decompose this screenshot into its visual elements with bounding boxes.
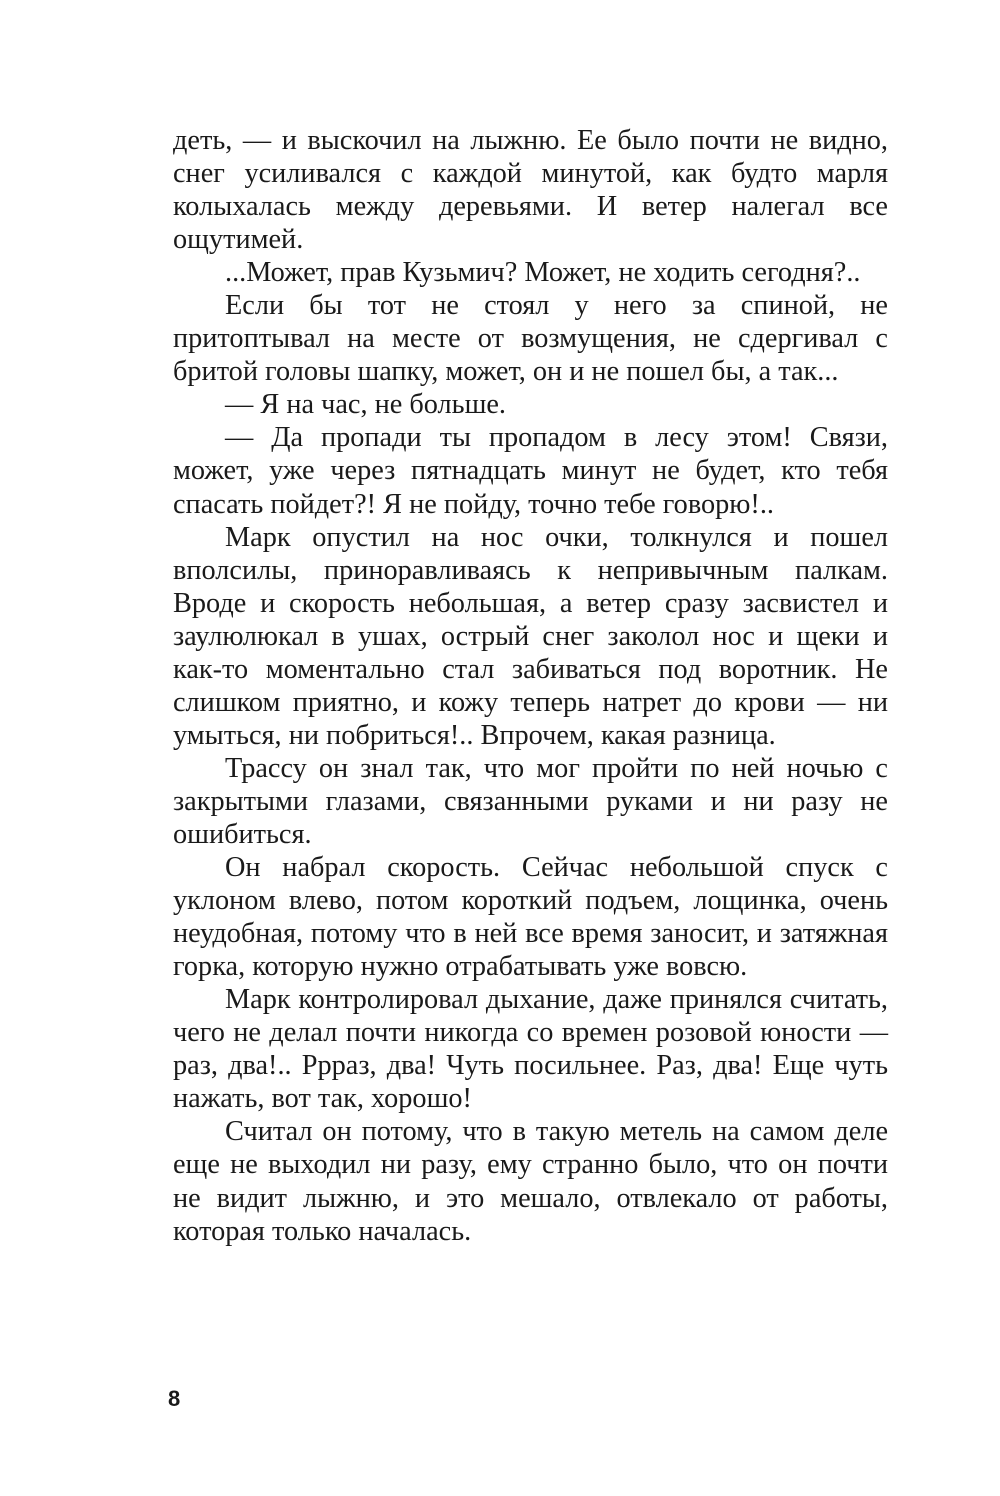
dialogue-line: — Да пропади ты пропадом в лесу этом! Связи, может, уже через пятнадцать минут не будет, кто тебя спасать пойдет?! Я не пойду, точно тебе говорю!.. xyxy=(173,422,888,520)
page-number: 8 xyxy=(168,1386,181,1411)
paragraph: Марк опустил на нос очки, толкнулся и пошел вполсилы, приноравливаясь к непривычным палкам. Вроде и скорость небольшая, а ветер сразу засвистел и заулюлюкал в ушах, острый снег заколол нос и щеки и как-то моментально стал забиваться под воротник. Не слишком приятно, и кожу теперь натрет до крови — ни умыться, ни побриться!.. Впрочем, какая разница. xyxy=(173,521,888,751)
paragraph: ...Может, прав Кузьмич? Может, не ходить сегодня?.. xyxy=(225,257,861,289)
paragraph: Марк контролировал дыхание, даже принялся считать, чего не делал почти никогда со времен розовой юности — раз, два!.. Ррраз, два! Чуть посильнее. Раз, два! Еще чуть нажать, вот так, хорошо! xyxy=(173,984,888,1115)
paragraph: Трассу он знал так, что мог пройти по ней ночью с закрытыми глазами, связанными руками и ни разу не ошибиться. xyxy=(173,752,888,850)
paragraph: Считал он потому, что в такую метель на самом деле еще не выходил ни разу, ему странно было, что он почти не видит лыжню, и это мешало, отвлекало от работы, которая только началась. xyxy=(173,1116,888,1247)
page-body-text xyxy=(173,124,888,1248)
paragraph-continued: деть, — и выскочил на лыжню. Ее было почти не видно, снег усиливался с каждой минутой, как будто марля колыхалась между деревьями. И ветер налегал все ощутимей. xyxy=(173,125,888,256)
paragraph: Он набрал скорость. Сейчас небольшой спуск с уклоном влево, потом короткий подъем, лощинка, очень неудобная, потому что в ней все время заносит, и затяжная горка, которую нужно отрабатывать уже вовсю. xyxy=(173,852,888,983)
paragraph: Если бы тот не стоял у него за спиной, не притоптывал на месте от возмущения, не сдергивал с бритой головы шапку, может, он и не пошел бы, а так... xyxy=(173,290,888,388)
dialogue-line: — Я на час, не больше. xyxy=(225,389,506,421)
